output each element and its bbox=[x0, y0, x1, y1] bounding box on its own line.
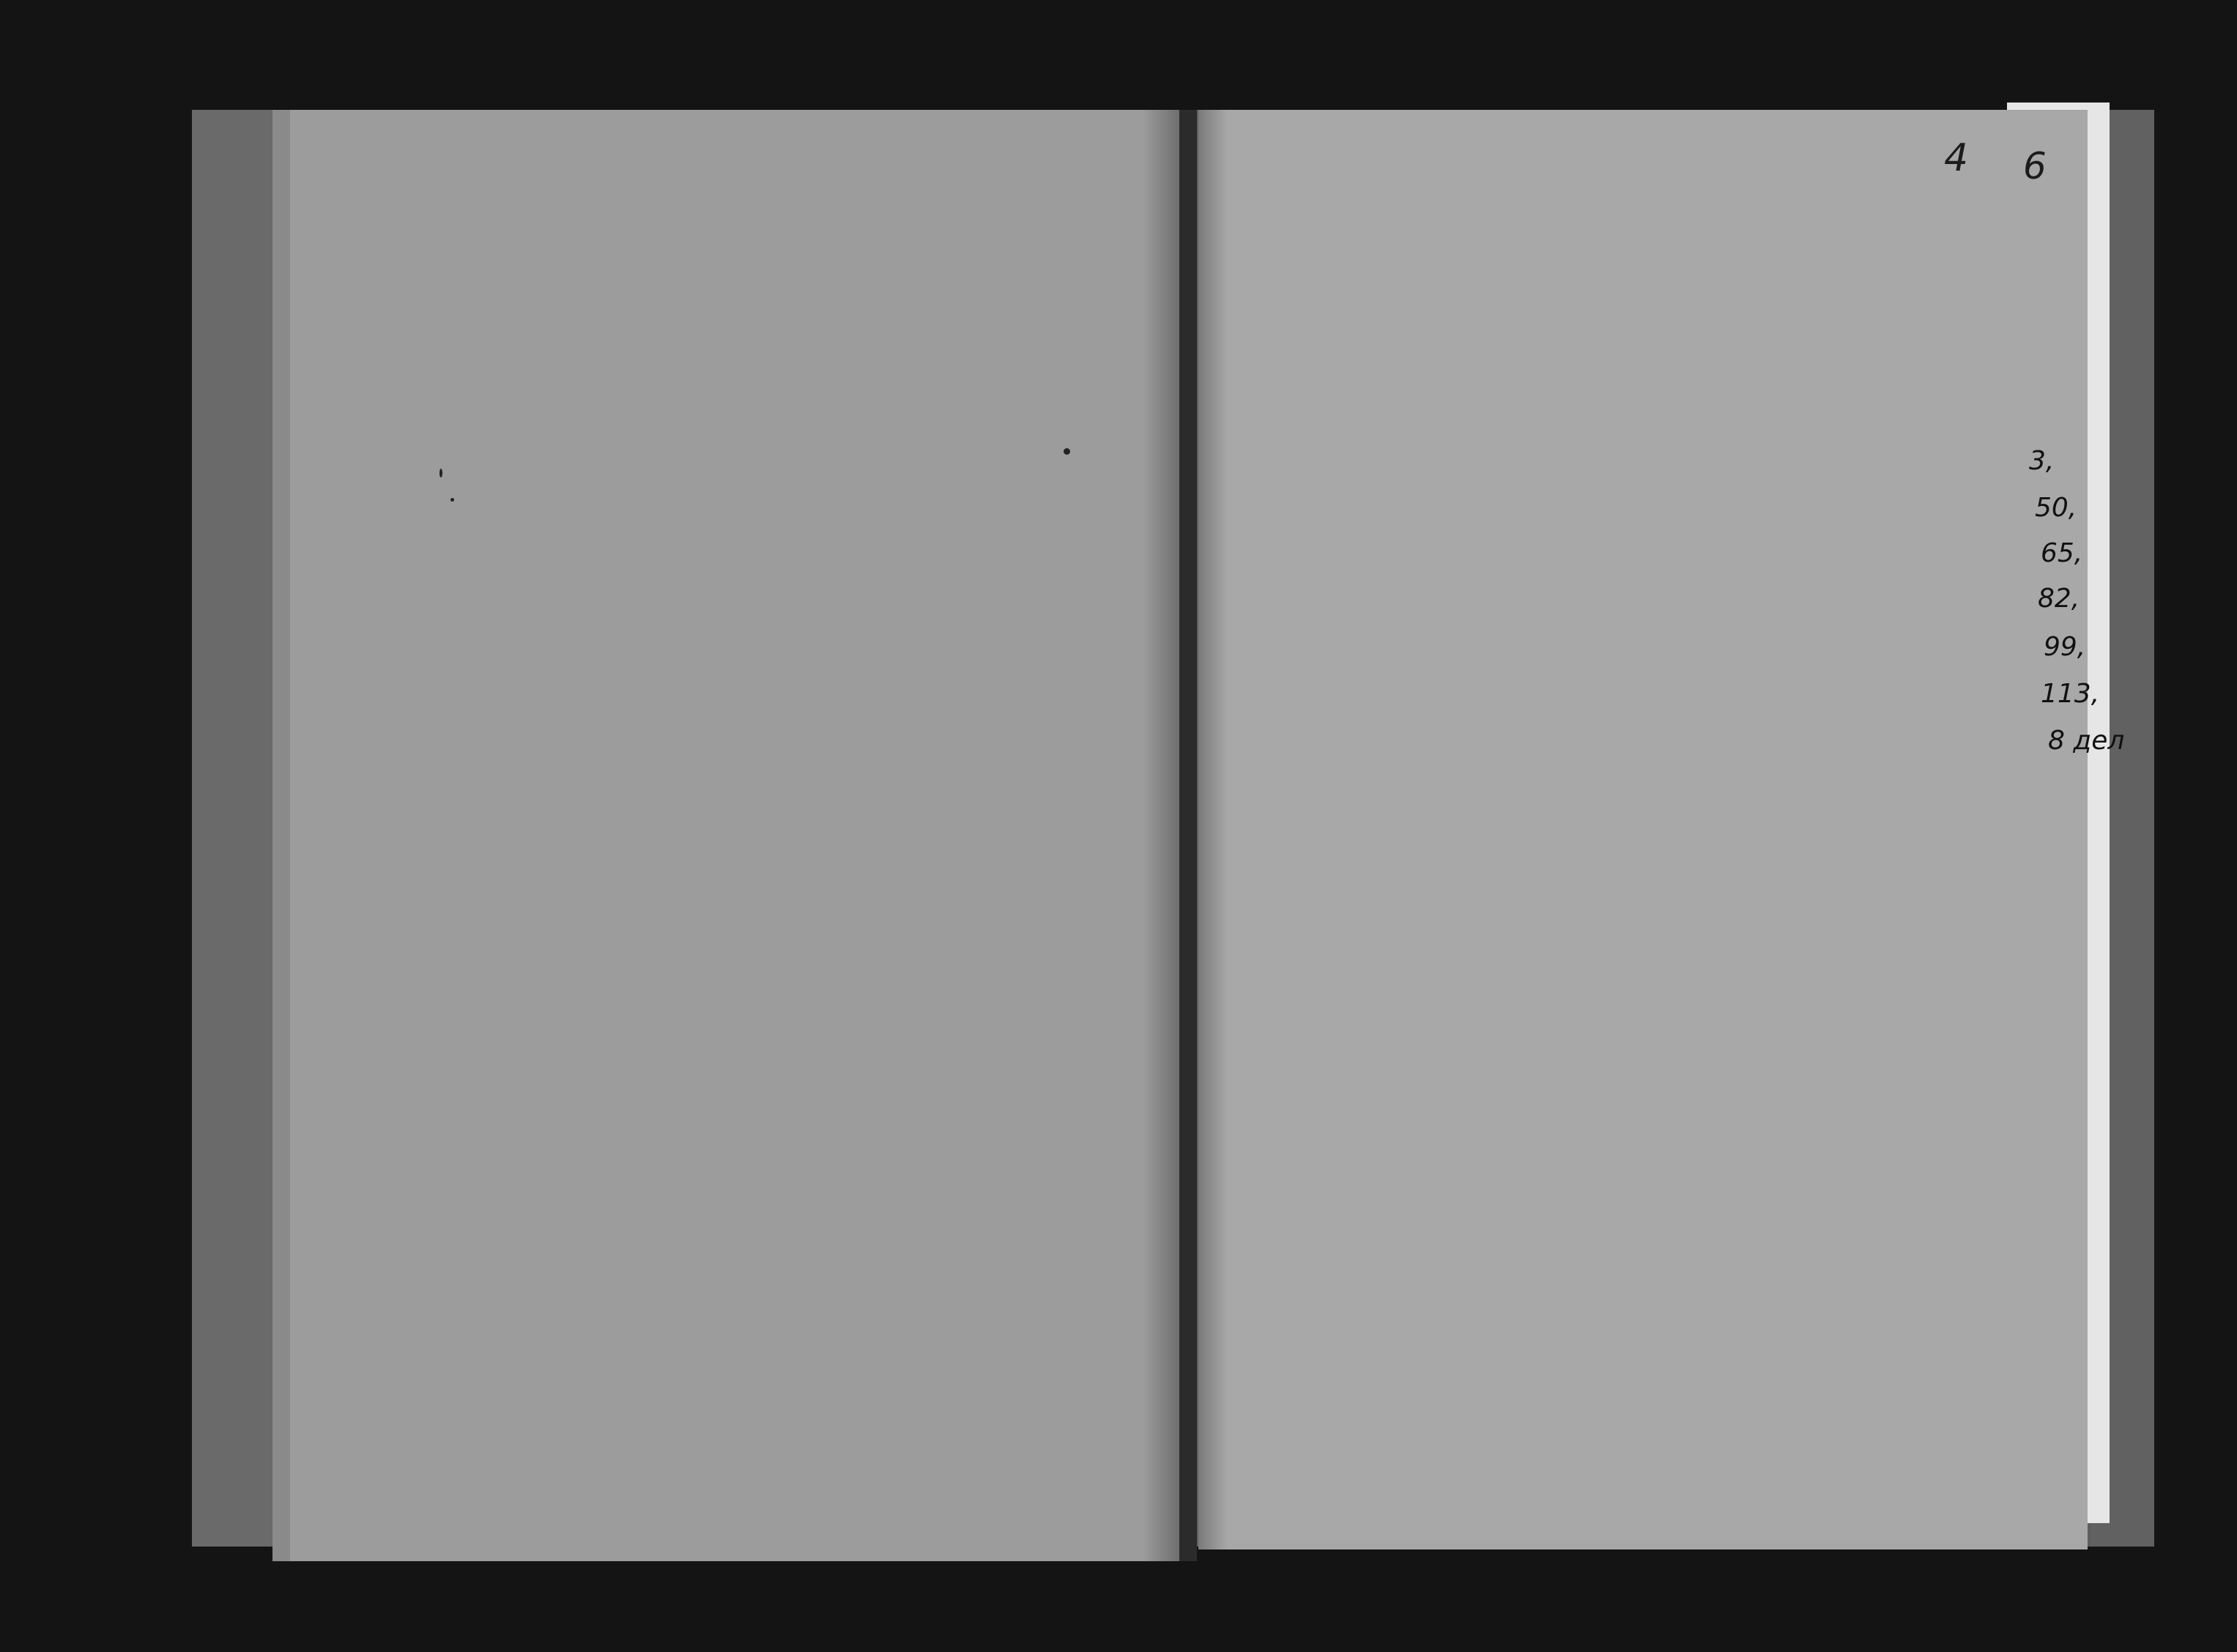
right-inventory-page bbox=[1198, 110, 2088, 1549]
sheet-number-stamp: 4 bbox=[1944, 136, 1969, 180]
paper-speck bbox=[439, 469, 442, 477]
margin-note: 99, bbox=[2044, 632, 2086, 662]
sheet-number-handwritten: 6 bbox=[2023, 145, 2047, 187]
margin-note: 50, bbox=[2035, 493, 2077, 523]
book-gutter bbox=[1179, 110, 1197, 1561]
margin-note: 113, bbox=[2041, 679, 2100, 709]
left-page-edge bbox=[272, 110, 290, 1561]
margin-note: 8 дел bbox=[2048, 726, 2125, 756]
cover-edge-left bbox=[192, 110, 272, 1547]
right-page-gutter-shadow bbox=[1198, 110, 1228, 1549]
paper-speck bbox=[1064, 448, 1070, 455]
margin-note: 65, bbox=[2041, 538, 2083, 568]
margin-note: 82, bbox=[2038, 584, 2080, 614]
margin-note: 3, bbox=[2029, 446, 2055, 476]
paper-speck bbox=[450, 498, 454, 502]
left-blank-page bbox=[272, 110, 1181, 1561]
